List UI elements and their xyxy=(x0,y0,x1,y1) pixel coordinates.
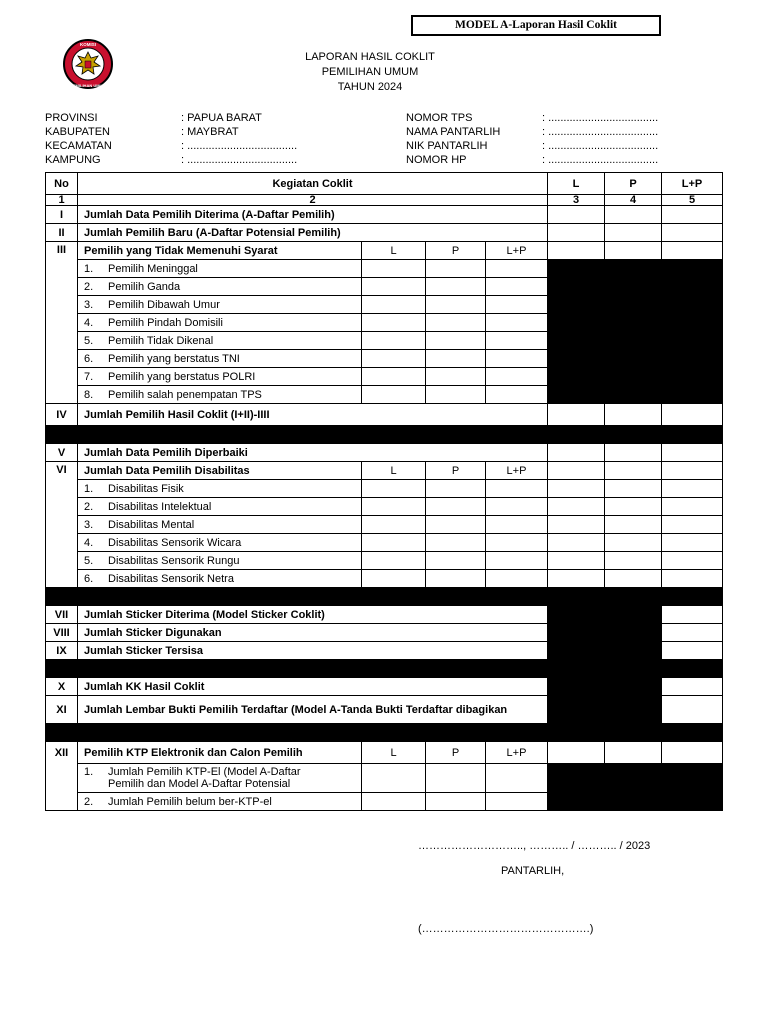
svg-text:KOMISI: KOMISI xyxy=(79,42,97,47)
sub-header-lp: L+P xyxy=(486,462,548,480)
info-label: PROVINSI xyxy=(45,112,98,124)
svg-text:PEMILIHAN UMUM: PEMILIHAN UMUM xyxy=(70,83,106,88)
input-p[interactable] xyxy=(426,314,486,332)
input-lp[interactable] xyxy=(662,570,723,588)
input-lp[interactable] xyxy=(486,534,548,552)
input-lp[interactable] xyxy=(662,462,723,480)
row-label: Jumlah Pemilih Hasil Coklit (I+II)-IIII xyxy=(78,404,548,426)
row-no: V xyxy=(46,444,78,462)
row-label: Jumlah Data Pemilih Diterima (A-Daftar Pemilih) xyxy=(78,206,548,224)
input-l[interactable] xyxy=(548,444,605,462)
input-lp[interactable] xyxy=(662,606,723,624)
input-lp[interactable] xyxy=(662,696,723,724)
sub-item-label: 5. Disabilitas Sensorik Rungu xyxy=(78,552,362,570)
sub-header-lp: L+P xyxy=(486,742,548,764)
row-label: Jumlah Sticker Tersisa xyxy=(78,642,548,660)
input-lp[interactable] xyxy=(662,498,723,516)
input-lp[interactable] xyxy=(486,570,548,588)
blacked-out-area xyxy=(548,642,662,660)
input-p[interactable] xyxy=(605,552,662,570)
title-line-2: PEMILIHAN UMUM xyxy=(321,66,419,78)
input-l[interactable] xyxy=(548,480,605,498)
blacked-out-area xyxy=(548,764,723,811)
row-label: Jumlah Sticker Digunakan xyxy=(78,624,548,642)
input-lp[interactable] xyxy=(486,480,548,498)
blacked-out-area xyxy=(548,678,662,696)
model-label: MODEL A-Laporan Hasil Coklit xyxy=(411,15,661,36)
row-no: VIII xyxy=(46,624,78,642)
row-label: Jumlah Data Pemilih Diperbaiki xyxy=(78,444,548,462)
input-l[interactable] xyxy=(548,242,605,260)
input-lp[interactable] xyxy=(486,793,548,811)
input-p[interactable] xyxy=(426,498,486,516)
sub-item-label: 4. Disabilitas Sensorik Wicara xyxy=(78,534,362,552)
row-label: Pemilih yang Tidak Memenuhi Syarat xyxy=(78,242,362,260)
table-row xyxy=(46,742,723,764)
input-lp[interactable] xyxy=(662,534,723,552)
separator-row xyxy=(46,724,723,742)
blacked-out-area xyxy=(548,606,662,624)
table-row xyxy=(46,480,723,498)
title-line-3: TAHUN 2024 xyxy=(337,81,403,93)
sub-header-p: P xyxy=(426,462,486,480)
sub-header-p: P xyxy=(426,742,486,764)
info-label: NOMOR TPS xyxy=(406,112,473,124)
input-p[interactable] xyxy=(426,350,486,368)
info-left xyxy=(45,111,297,167)
row-no: IV xyxy=(46,404,78,426)
input-p[interactable] xyxy=(426,332,486,350)
input-lp[interactable] xyxy=(662,678,723,696)
separator-row xyxy=(46,426,723,444)
index-cell: 5 xyxy=(662,195,723,206)
table-row xyxy=(46,696,723,724)
sub-item-label: 5. Pemilih Tidak Dikenal xyxy=(78,332,362,350)
table-row xyxy=(46,224,723,242)
sub-item-label: 2. Pemilih Ganda xyxy=(78,278,362,296)
index-cell: 1 xyxy=(46,195,78,206)
index-cell: 3 xyxy=(548,195,605,206)
blacked-out-area xyxy=(548,260,723,404)
table-row xyxy=(46,462,723,480)
sub-item-label: 3. Disabilitas Mental xyxy=(78,516,362,534)
input-lp[interactable] xyxy=(662,742,723,764)
sub-header-l: L xyxy=(362,242,426,260)
input-lp[interactable] xyxy=(486,350,548,368)
info-value: : PAPUA BARAT xyxy=(181,112,262,124)
input-lp[interactable] xyxy=(486,296,548,314)
input-lp[interactable] xyxy=(662,206,723,224)
row-no: IX xyxy=(46,642,78,660)
input-p[interactable] xyxy=(426,480,486,498)
input-p[interactable] xyxy=(426,570,486,588)
input-p[interactable] xyxy=(605,224,662,242)
sub-item-label: 1. Disabilitas Fisik xyxy=(78,480,362,498)
input-lp[interactable] xyxy=(662,224,723,242)
input-lp[interactable] xyxy=(662,516,723,534)
input-lp[interactable] xyxy=(486,386,548,404)
input-l[interactable] xyxy=(362,386,426,404)
sub-item-label: 6. Pemilih yang berstatus TNI xyxy=(78,350,362,368)
header-l: L xyxy=(548,173,605,195)
blacked-out-area xyxy=(548,696,662,724)
row-no: I xyxy=(46,206,78,224)
input-lp[interactable] xyxy=(662,480,723,498)
table-row xyxy=(46,552,723,570)
index-cell: 2 xyxy=(78,195,548,206)
input-lp[interactable] xyxy=(662,444,723,462)
table-row xyxy=(46,404,723,426)
header-lp: L+P xyxy=(662,173,723,195)
input-p[interactable] xyxy=(426,516,486,534)
input-lp[interactable] xyxy=(662,642,723,660)
input-l[interactable] xyxy=(362,296,426,314)
input-lp[interactable] xyxy=(486,516,548,534)
kpu-logo-icon xyxy=(60,38,116,90)
info-value: : .................................... xyxy=(542,126,659,138)
index-cell: 4 xyxy=(605,195,662,206)
info-label: KECAMATAN xyxy=(45,140,112,152)
table-row xyxy=(46,444,723,462)
input-l[interactable] xyxy=(362,534,426,552)
input-lp[interactable] xyxy=(662,242,723,260)
input-p[interactable] xyxy=(426,534,486,552)
table-row xyxy=(46,624,723,642)
blacked-out-area xyxy=(548,624,662,642)
input-p[interactable] xyxy=(605,498,662,516)
info-label: KAMPUNG xyxy=(45,154,101,166)
input-p[interactable] xyxy=(426,260,486,278)
input-lp[interactable] xyxy=(662,552,723,570)
row-label: Jumlah Pemilih Baru (A-Daftar Potensial Pemilih) xyxy=(78,224,548,242)
black-separator xyxy=(46,588,723,606)
row-no: II xyxy=(46,224,78,242)
sub-item-label: 3. Pemilih Dibawah Umur xyxy=(78,296,362,314)
sub-item-label: 1. Pemilih Meninggal xyxy=(78,260,362,278)
input-l[interactable] xyxy=(362,260,426,278)
input-lp[interactable] xyxy=(486,332,548,350)
sub-item-label: 8. Pemilih salah penempatan TPS xyxy=(78,386,362,404)
table-row xyxy=(46,260,723,278)
input-p[interactable] xyxy=(426,296,486,314)
table-header-row xyxy=(46,173,723,195)
input-l[interactable] xyxy=(362,350,426,368)
input-p[interactable] xyxy=(426,278,486,296)
input-p[interactable] xyxy=(426,793,486,811)
coklit-table xyxy=(45,172,723,811)
sub-header-l: L xyxy=(362,462,426,480)
table-row xyxy=(46,642,723,660)
sub-header-p: P xyxy=(426,242,486,260)
input-lp[interactable] xyxy=(662,404,723,426)
input-l[interactable] xyxy=(362,570,426,588)
input-l[interactable] xyxy=(548,206,605,224)
input-l[interactable] xyxy=(548,742,605,764)
input-l[interactable] xyxy=(362,764,426,793)
input-lp[interactable] xyxy=(486,552,548,570)
input-l[interactable] xyxy=(548,516,605,534)
separator-row xyxy=(46,660,723,678)
info-value: : .................................... xyxy=(542,140,659,152)
input-l[interactable] xyxy=(362,278,426,296)
signature-line: (……………………………………….) xyxy=(418,923,594,935)
row-no: III xyxy=(46,242,78,404)
input-l[interactable] xyxy=(548,404,605,426)
row-label: Jumlah Sticker Diterima (Model Sticker Coklit) xyxy=(78,606,548,624)
row-no: XI xyxy=(46,696,78,724)
input-p[interactable] xyxy=(605,242,662,260)
table-row xyxy=(46,570,723,588)
row-no: X xyxy=(46,678,78,696)
table-row xyxy=(46,764,723,793)
input-p[interactable] xyxy=(426,764,486,793)
input-lp[interactable] xyxy=(486,764,548,793)
title-line-1: LAPORAN HASIL COKLIT xyxy=(305,51,435,63)
input-l[interactable] xyxy=(362,498,426,516)
input-l[interactable] xyxy=(362,314,426,332)
input-lp[interactable] xyxy=(486,314,548,332)
input-lp[interactable] xyxy=(662,624,723,642)
input-p[interactable] xyxy=(605,444,662,462)
sub-item-label: 2. Disabilitas Intelektual xyxy=(78,498,362,516)
input-l[interactable] xyxy=(362,480,426,498)
row-label: Jumlah KK Hasil Coklit xyxy=(78,678,548,696)
input-p[interactable] xyxy=(605,206,662,224)
black-separator xyxy=(46,426,723,444)
input-p[interactable] xyxy=(605,462,662,480)
input-p[interactable] xyxy=(605,516,662,534)
input-l[interactable] xyxy=(548,570,605,588)
input-l[interactable] xyxy=(362,552,426,570)
date-line: ……………………….., ……….. / ……….. / 2023 xyxy=(418,840,651,852)
table-row xyxy=(46,242,723,260)
signer-title: PANTARLIH, xyxy=(501,865,565,877)
sub-item-label: 1. Jumlah Pemilih KTP-El (Model A-Daftar Pemilih dan Model A-Daftar Potensial xyxy=(78,764,362,793)
header-p: P xyxy=(605,173,662,195)
input-p[interactable] xyxy=(605,534,662,552)
table-row xyxy=(46,534,723,552)
info-value: : MAYBRAT xyxy=(181,126,239,138)
row-no: XII xyxy=(46,742,78,811)
sub-item-label: 7. Pemilih yang berstatus POLRI xyxy=(78,368,362,386)
input-l[interactable] xyxy=(362,793,426,811)
input-lp[interactable] xyxy=(486,498,548,516)
info-value: : .................................... xyxy=(542,154,659,166)
sub-header-lp: L+P xyxy=(486,242,548,260)
black-separator xyxy=(46,660,723,678)
sub-item-label: 6. Disabilitas Sensorik Netra xyxy=(78,570,362,588)
input-l[interactable] xyxy=(548,534,605,552)
header-kegiatan: Kegiatan Coklit xyxy=(78,173,548,195)
input-lp[interactable] xyxy=(486,260,548,278)
table-row xyxy=(46,516,723,534)
table-row xyxy=(46,678,723,696)
header-no: No xyxy=(46,173,78,195)
info-label: NIK PANTARLIH xyxy=(406,140,488,152)
row-label: Jumlah Lembar Bukti Pemilih Terdaftar (Model A-Tanda Bukti Terdaftar dibagikan xyxy=(78,696,548,724)
separator-row xyxy=(46,588,723,606)
info-value: : .................................... xyxy=(181,154,298,166)
row-label: Jumlah Data Pemilih Disabilitas xyxy=(78,462,362,480)
row-no: VII xyxy=(46,606,78,624)
info-right xyxy=(406,111,658,167)
info-label: NOMOR HP xyxy=(406,154,467,166)
input-p[interactable] xyxy=(605,480,662,498)
input-l[interactable] xyxy=(362,516,426,534)
table-row xyxy=(46,206,723,224)
sub-item-label: 2. Jumlah Pemilih belum ber-KTP-el xyxy=(78,793,362,811)
info-value: : .................................... xyxy=(181,140,298,152)
input-l[interactable] xyxy=(548,552,605,570)
black-separator xyxy=(46,724,723,742)
index-row xyxy=(46,195,723,206)
input-l[interactable] xyxy=(362,368,426,386)
row-no: VI xyxy=(46,462,78,588)
input-p[interactable] xyxy=(426,552,486,570)
table-row xyxy=(46,498,723,516)
row-label: Pemilih KTP Elektronik dan Calon Pemilih xyxy=(78,742,362,764)
input-l[interactable] xyxy=(548,462,605,480)
input-p[interactable] xyxy=(605,742,662,764)
sub-item-label: 4. Pemilih Pindah Domisili xyxy=(78,314,362,332)
input-p[interactable] xyxy=(605,570,662,588)
input-p[interactable] xyxy=(426,386,486,404)
input-l[interactable] xyxy=(548,498,605,516)
table-row xyxy=(46,606,723,624)
input-l[interactable] xyxy=(362,332,426,350)
input-p[interactable] xyxy=(426,368,486,386)
info-label: KABUPATEN xyxy=(45,126,110,138)
input-lp[interactable] xyxy=(486,368,548,386)
input-p[interactable] xyxy=(605,404,662,426)
input-l[interactable] xyxy=(548,224,605,242)
report-title xyxy=(250,50,490,95)
info-value: : .................................... xyxy=(542,112,659,124)
input-lp[interactable] xyxy=(486,278,548,296)
sub-header-l: L xyxy=(362,742,426,764)
info-label: NAMA PANTARLIH xyxy=(406,126,501,138)
